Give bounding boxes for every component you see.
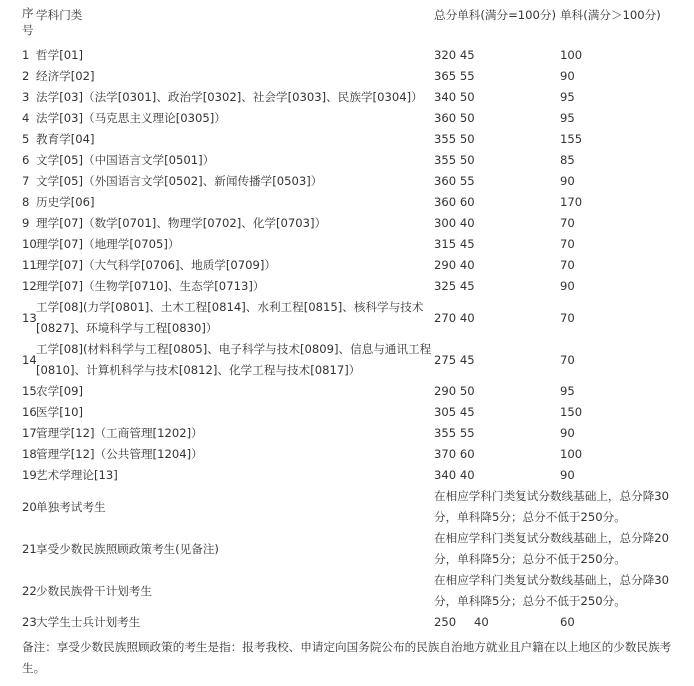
row-number: 10 [22,237,37,251]
row-total-score: 340 50 [434,90,475,104]
table-row [22,87,672,108]
table-header-row [22,5,672,45]
row-total-score: 320 45 [434,48,475,62]
row-total-score: 290 50 [434,384,475,398]
row-category: 经济学[02] [36,69,95,83]
score-line-table [22,5,672,633]
row-category: 历史学[06] [36,195,95,209]
row-single-score: 70 [560,258,575,272]
row-total-score: 370 60 [434,447,475,461]
table-row [22,129,672,150]
row-single-score: 170 [560,195,583,209]
row-single-score: 90 [560,468,575,482]
row-number: 11 [22,258,37,272]
table-row [22,171,672,192]
row-number: 21 [22,541,37,556]
row-category: 文学[05]（外国语言文学[0502]、新闻传播学[0503]） [36,174,323,188]
row-number: 12 [22,279,37,293]
row-rule: 在相应学科门类复试分数线基础上，总分降20分，单科降5分；总分不低于250分。 [434,531,670,566]
header-category: 学科门类 [36,8,83,22]
row-single-score: 100 [560,48,583,62]
row-total-score: 250 [434,615,457,629]
row-single-score: 100 [560,447,583,461]
row-number: 15 [22,384,37,398]
row-single-score: 90 [560,69,575,83]
table-row [22,213,672,234]
row-single-score: 70 [560,216,575,230]
table-row [22,66,672,87]
table-row [22,276,672,297]
row-number: 16 [22,405,37,419]
row-total-score: 270 40 [434,310,475,325]
row-category: 理学[07]（生物学[0710]、生态学[0713]） [36,279,265,293]
table-row [22,339,672,381]
table-row [22,192,672,213]
row-number: 23 [22,615,37,629]
special-table-row [22,570,672,612]
score-table-body [22,5,672,633]
row-number: 14 [22,352,37,367]
row-rule: 在相应学科门类复试分数线基础上，总分降30分，单科降5分；总分不低于250分。 [434,489,670,524]
row-category: 农学[09] [36,384,83,398]
table-row [22,234,672,255]
row-category: 文学[05]（中国语言文学[0501]） [36,153,215,167]
row-single-score: 70 [560,237,575,251]
table-row [22,381,672,402]
row-category: 理学[07]（数学[0701]、物理学[0702]、化学[0703]） [36,216,327,230]
table-row [22,297,672,339]
row-single-score: 90 [560,174,575,188]
row-total-score: 340 40 [434,468,475,482]
row-number: 5 [22,132,30,146]
row-number: 4 [22,111,30,125]
row-single-score-a: 40 [474,615,489,629]
table-row-last [22,612,672,633]
row-rule: 在相应学科门类复试分数线基础上，总分降30分，单科降5分；总分不低于250分。 [434,573,670,608]
row-number: 3 [22,90,30,104]
row-number: 9 [22,216,30,230]
row-single-score: 70 [560,352,575,367]
table-row [22,45,672,66]
header-single: 单科(满分＞100分) [560,8,661,22]
row-single-score: 90 [560,279,575,293]
row-total-score: 360 60 [434,195,475,209]
table-row [22,402,672,423]
row-single-score: 155 [560,132,583,146]
row-category: 工学[08](力学[0801]、土木工程[0814]、水利工程[0815]、核科学与技术[0827]、环境科学与工程[0830]） [36,300,424,335]
table-row [22,465,672,486]
row-category: 少数民族骨干计划考生 [36,583,152,598]
row-category: 艺术学理论[13] [36,468,118,482]
row-category: 管理学[12]（工商管理[1202]） [36,426,203,440]
row-category: 享受少数民族照顾政策考生(见备注) [36,541,219,556]
row-single-score: 95 [560,384,575,398]
row-category: 工学[08](材料科学与工程[0805]、电子科学与技术[0809]、信息与通讯工程[0810]、计算机科学与技术[0812]、化学工程与技术[0817]） [36,342,432,377]
row-total-score: 355 50 [434,132,475,146]
row-single-score: 70 [560,310,575,325]
table-row [22,108,672,129]
row-number: 17 [22,426,37,440]
row-total-score: 360 55 [434,174,475,188]
row-number: 22 [22,583,37,598]
row-number: 20 [22,499,37,514]
row-total-score: 275 45 [434,352,475,367]
row-category: 教育学[04] [36,132,95,146]
row-category: 管理学[12]（公共管理[1204]） [36,447,203,461]
row-single-score: 85 [560,153,575,167]
table-row [22,150,672,171]
row-total-score: 305 45 [434,405,475,419]
footnote: 备注：享受少数民族照顾政策的考生是指：报考我校、申请定向国务院公布的民族自治地方就业且户籍在以上地区的少数民族考生。 [22,640,672,675]
table-row [22,255,672,276]
header-no [22,5,36,45]
row-number: 13 [22,310,37,325]
row-single-score: 90 [560,426,575,440]
row-single-score: 95 [560,111,575,125]
special-table-row [22,486,672,528]
table-row [22,423,672,444]
row-category: 单独考试考生 [36,499,106,514]
row-number: 1 [22,48,30,62]
header-total: 总分单科(满分=100分) [434,8,557,22]
row-category: 医学[10] [36,405,83,419]
row-single-score: 95 [560,90,575,104]
row-category: 哲学[01] [36,48,83,62]
row-total-score: 365 55 [434,69,475,83]
row-category: 理学[07]（大气科学[0706]、地质学[0709]） [36,258,277,272]
row-number: 7 [22,174,30,188]
row-total-score: 325 45 [434,279,475,293]
header-no-line2: 号 [22,23,34,37]
row-category: 大学生士兵计划考生 [36,615,141,629]
row-number: 8 [22,195,30,209]
row-total-score: 355 55 [434,426,475,440]
row-total-cell [434,612,560,633]
row-number: 19 [22,468,37,482]
row-category: 法学[03]（法学[0301]、政治学[0302]、社会学[0303]、民族学[0304]） [36,90,423,104]
table-row [22,444,672,465]
row-total-score: 360 50 [434,111,475,125]
header-no-line1: 序 [22,6,34,20]
row-single-score-b: 60 [560,615,575,629]
row-number: 2 [22,69,30,83]
row-category: 法学[03]（马克思主义理论[0305]） [36,111,226,125]
row-total-score: 300 40 [434,216,475,230]
special-table-row [22,528,672,570]
row-category: 理学[07]（地理学[0705]） [36,237,180,251]
row-total-score: 290 40 [434,258,475,272]
row-number: 18 [22,447,37,461]
row-number: 6 [22,153,30,167]
row-total-score: 315 45 [434,237,475,251]
row-single-score: 150 [560,405,583,419]
row-total-score: 355 50 [434,153,475,167]
